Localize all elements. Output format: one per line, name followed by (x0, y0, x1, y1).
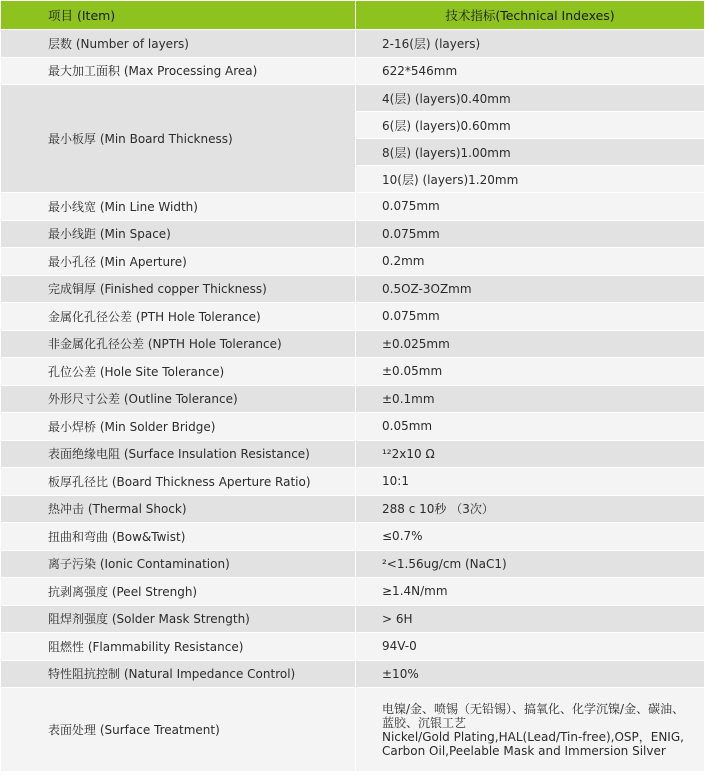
table-row (1, 440, 705, 468)
row-item: 抗剥离强度 (Peel Strengh) (1, 578, 356, 606)
row-item: 阻焊剂强度 (Solder Mask Strength) (1, 605, 356, 633)
table-row (1, 275, 705, 303)
table-row (1, 495, 705, 523)
row-value: ²<1.56ug/cm (NaC1) (356, 550, 705, 578)
table-row (1, 330, 705, 358)
header-item: 项目 (Item) (1, 1, 356, 30)
table-row (1, 358, 705, 386)
row-item: 最小焊桥 (Min Solder Bridge) (1, 413, 356, 441)
table-row (1, 660, 705, 688)
row-item: 非金属化孔径公差 (NPTH Hole Tolerance) (1, 330, 356, 358)
row-item: 最小线距 (Min Space) (1, 220, 356, 248)
row-value: 288 c 10秒 （3次） (356, 495, 705, 523)
row-value: ≥1.4N/mm (356, 578, 705, 606)
row-item: 特性阻抗控制 (Natural Impedance Control) (1, 660, 356, 688)
row-item: 阻燃性 (Flammability Resistance) (1, 633, 356, 661)
table-row (1, 30, 705, 58)
table-row (1, 413, 705, 441)
row-value: ≤0.7% (356, 523, 705, 551)
row-value: 94V-0 (356, 633, 705, 661)
row-item: 金属化孔径公差 (PTH Hole Tolerance) (1, 303, 356, 331)
table-row (1, 248, 705, 276)
surface-treatment-value (356, 688, 705, 772)
table-row (1, 523, 705, 551)
row-value: 0.075mm (356, 303, 705, 331)
table-row (1, 550, 705, 578)
table-row (1, 220, 705, 248)
row-value: 0.075mm (356, 220, 705, 248)
row-item: 表面处理 (Surface Treatment) (1, 688, 356, 772)
row-value: 0.075mm (356, 193, 705, 221)
row-value: ±0.05mm (356, 358, 705, 386)
row-item: 孔位公差 (Hole Site Tolerance) (1, 358, 356, 386)
row-item: 最小板厚 (Min Board Thickness) (1, 85, 356, 193)
row-item: 最大加工面积 (Max Processing Area) (1, 57, 356, 85)
row-value: 0.5OZ-3OZmm (356, 275, 705, 303)
table-row (1, 303, 705, 331)
row-value: ¹²2x10 Ω (356, 440, 705, 468)
value-line: 蓝胶、沉银工艺 (382, 715, 467, 730)
row-item: 离子污染 (Ionic Contamination) (1, 550, 356, 578)
row-value: 10:1 (356, 468, 705, 496)
row-item: 层数 (Number of layers) (1, 30, 356, 58)
table-row (1, 385, 705, 413)
row-item: 外形尺寸公差 (Outline Tolerance) (1, 385, 356, 413)
row-value: ±0.025mm (356, 330, 705, 358)
value-line: Nickel/Gold Plating,HAL(Lead/Tin-free),OSP，ENIG, (382, 729, 684, 744)
row-item: 最小孔径 (Min Aperture) (1, 248, 356, 276)
table-row (1, 578, 705, 606)
row-value: 10(层) (layers)1.20mm (356, 166, 705, 193)
row-item: 表面绝缘电阻 (Surface Insulation Resistance) (1, 440, 356, 468)
value-line: 电镍/金、喷锡（无铅锡）、搞氧化、化学沉镍/金、碳油、 (382, 701, 685, 716)
row-value: ±0.1mm (356, 385, 705, 413)
header-index: 技术指标(Technical Indexes) (356, 1, 705, 30)
table-row (1, 85, 705, 112)
value-line: Carbon Oil,Peelable Mask and Immersion Silver (382, 743, 666, 758)
row-value: 622*546mm (356, 57, 705, 85)
row-item: 板厚孔径比 (Board Thickness Aperture Ratio) (1, 468, 356, 496)
table-row (1, 688, 705, 772)
row-item: 完成铜厚 (Finished copper Thickness) (1, 275, 356, 303)
table-header (1, 1, 705, 30)
row-value: 4(层) (layers)0.40mm (356, 85, 705, 112)
table-row (1, 633, 705, 661)
row-item: 扭曲和弯曲 (Bow&Twist) (1, 523, 356, 551)
row-value: ±10% (356, 660, 705, 688)
row-item: 热冲击 (Thermal Shock) (1, 495, 356, 523)
row-value: 0.05mm (356, 413, 705, 441)
table-row (1, 193, 705, 221)
row-value: 2-16(层) (layers) (356, 30, 705, 58)
row-value: 8(层) (layers)1.00mm (356, 139, 705, 166)
table-row (1, 57, 705, 85)
row-value: 6(层) (layers)0.60mm (356, 112, 705, 139)
table-row (1, 605, 705, 633)
row-item: 最小线宽 (Min Line Width) (1, 193, 356, 221)
table-row (1, 468, 705, 496)
row-value: > 6H (356, 605, 705, 633)
row-value: 0.2mm (356, 248, 705, 276)
